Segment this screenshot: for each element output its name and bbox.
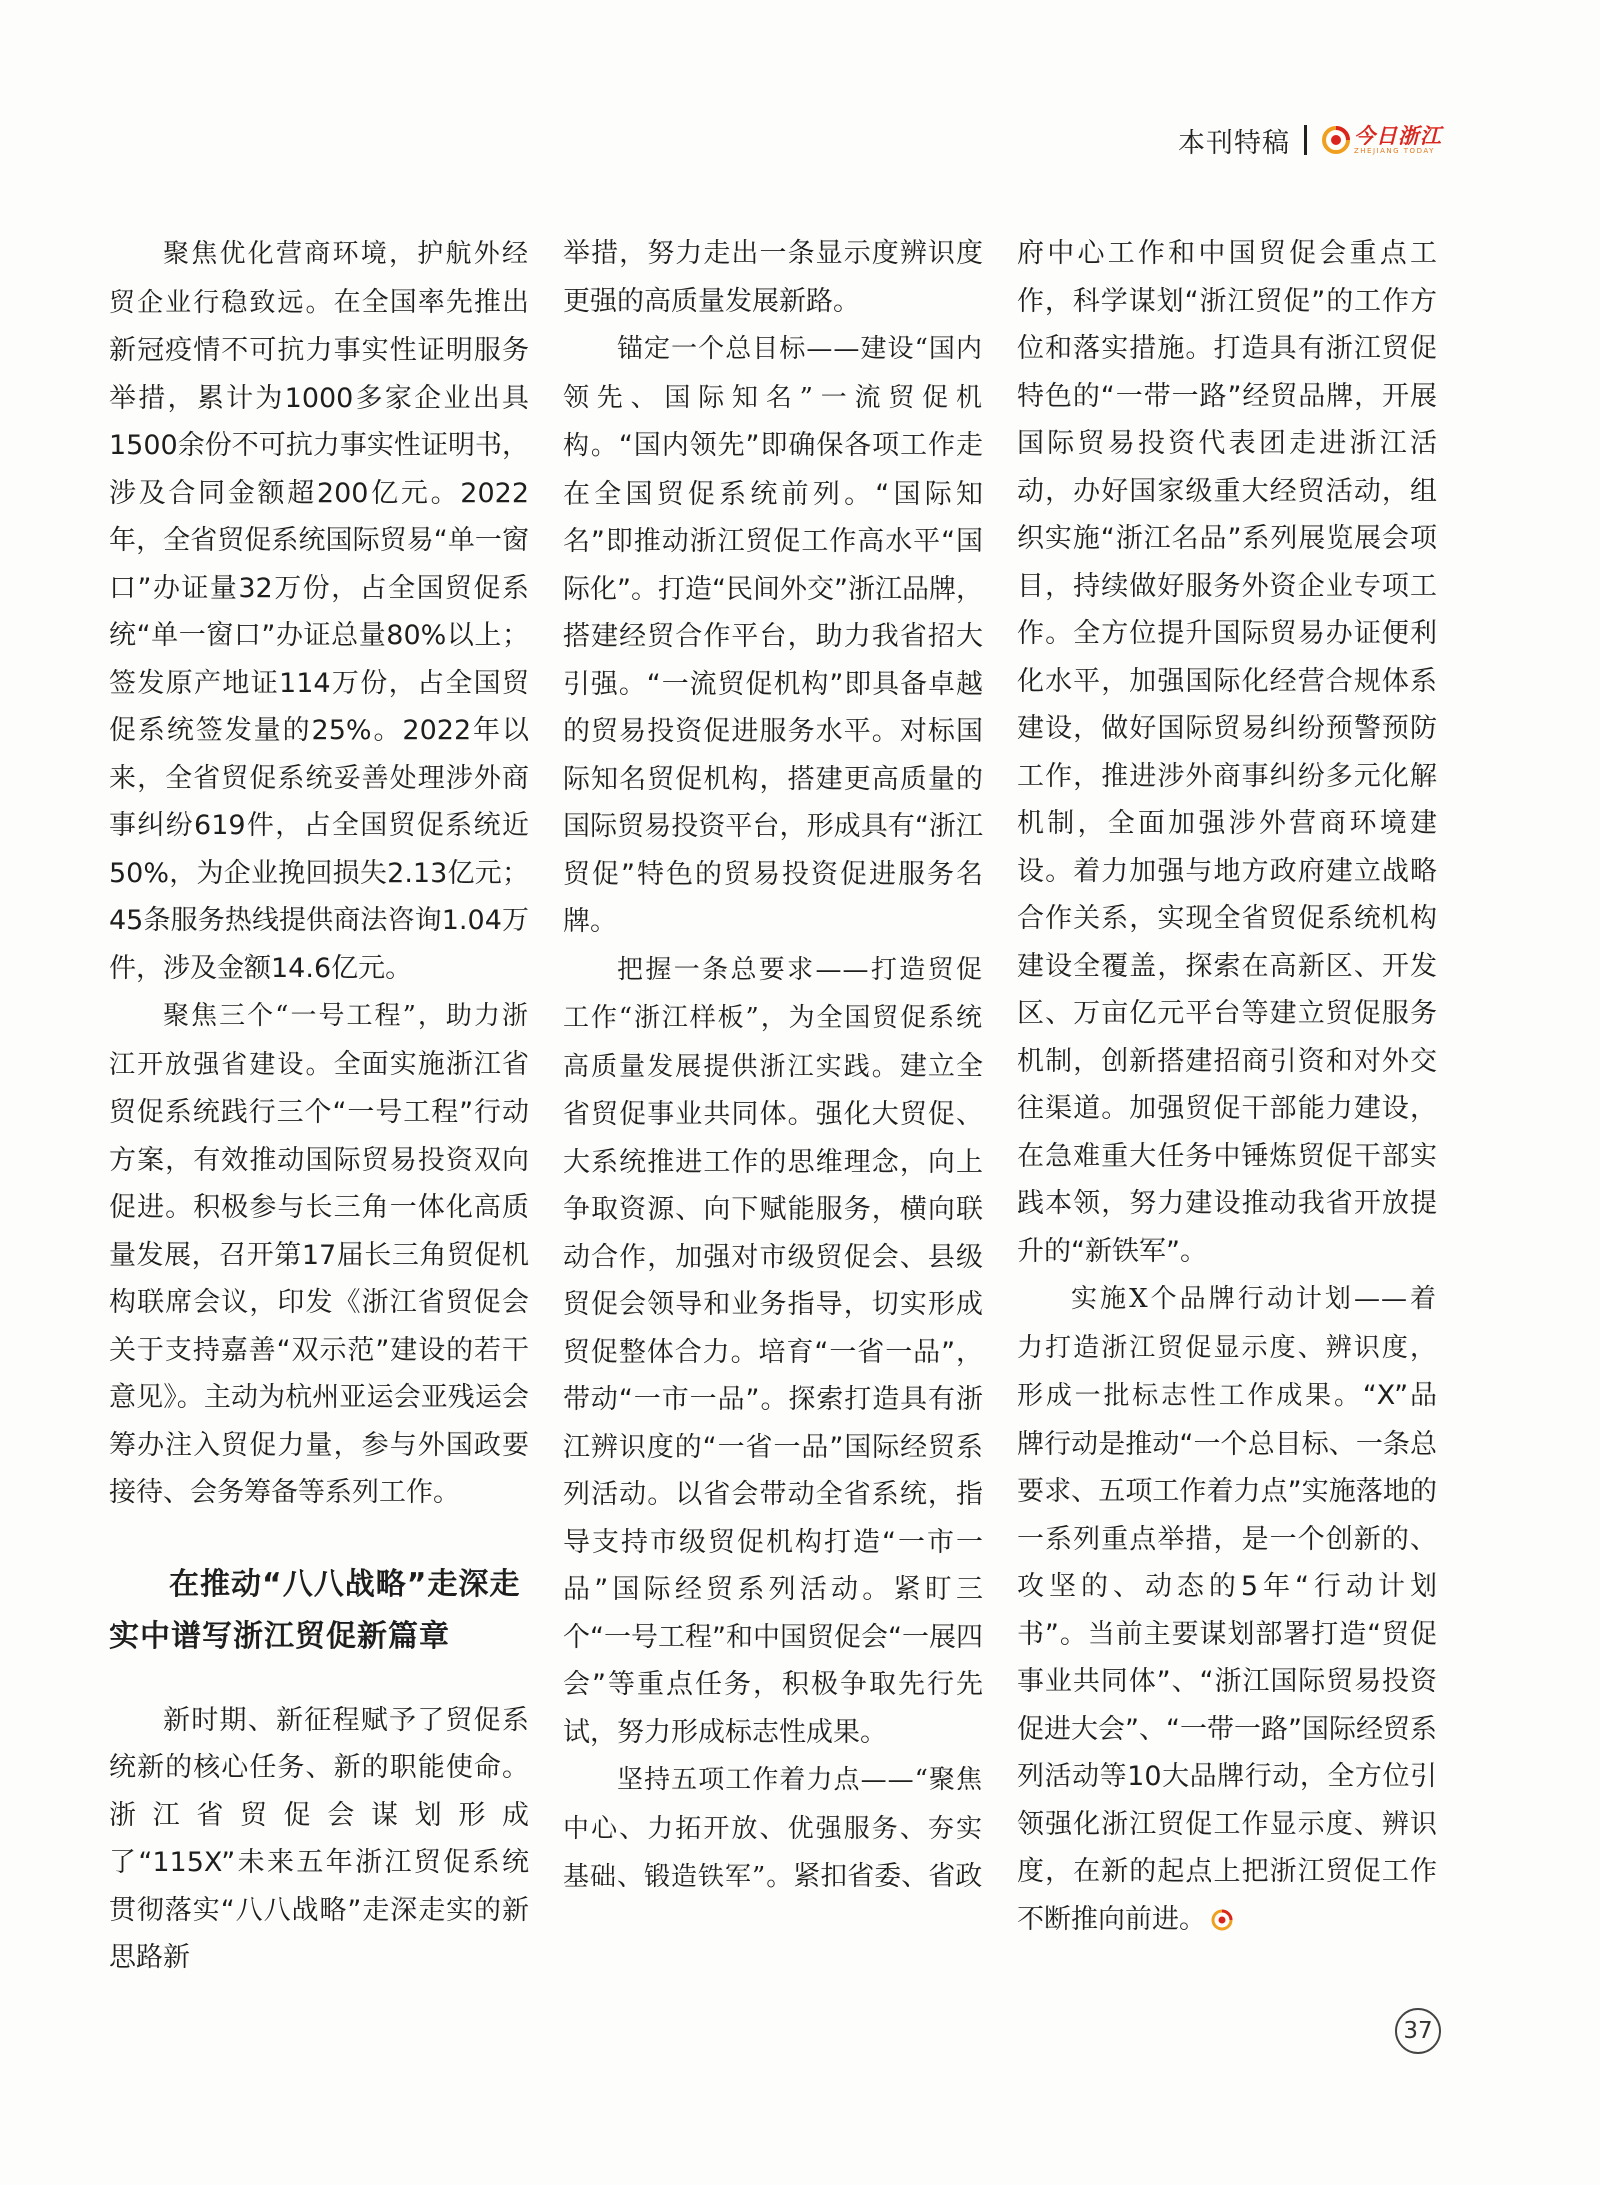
paragraph — [109, 992, 529, 1517]
logo-subtext: ZHEJIANG TODAY — [1354, 147, 1435, 155]
section-title: 本刊特稿 — [1178, 127, 1290, 159]
paragraph — [1017, 230, 1437, 1275]
logo-text: 今日浙江 — [1354, 123, 1442, 148]
paragraph-text: “国内领先”即确保各项工作走在全国贸促系统前列。“国际知名”即推动浙江贸促工作高水平“国际化”。打造“民间外交”浙江品牌，搭建经贸合作平台，助力我省招大引强。“一流贸促机构”即具备卓越的贸易投资促进服务水平。对标国际知名贸促机构，搭建更高质量的国际贸易投资平台，形成具有“浙江贸促”特色的贸易投资促进服务名牌。 — [563, 430, 983, 937]
heading-line: 实中谱写浙江贸促新篇章 — [109, 1618, 450, 1654]
paragraph-lead: 实施X个品牌行动计划——着力打造浙江贸促显示度、辨识度，形成一批标志性工作成果。 — [1017, 1284, 1437, 1411]
paragraph-text: 府中心工作和中国贸促会重点工作，科学谋划“浙江贸促”的工作方位和落实措施。打造具有浙江贸促特色的“一带一路”经贸品牌，开展国际贸易投资代表团走进浙江活动，办好国家级重大经贸活动，组织实施“浙江名品”系列展览展会项目，持续做好服务外资企业专项工作。全方位提升国际贸易办证便利化水平，加强国际化经营合规体系建设，做好国际贸易纠纷预警预防工作，推进涉外商事纠纷多元化解机制，全面加强涉外营商环境建设。着力加强与地方政府建立战略合作关系，实现全省贸促系统机构建设全覆盖，探索在高新区、开发区、万亩亿元平台等建立贸促服务机制，创新搭建招商引资和对外交往渠道。加强贸促干部能力建设，在急难重大任务中锤炼贸促干部实践本领，努力建设推动我省开放提升的“新铁军”。 — [1017, 238, 1437, 1267]
paragraph — [563, 325, 983, 946]
section-heading — [109, 1559, 529, 1663]
column-3 — [1017, 230, 1437, 1943]
paragraph-text: 建立全省贸促事业共同体。强化大贸促、大系统推进工作的思维理念，向上争取资源、向下赋能服务，横向联动合作，加强对市级贸促会、县级贸促会领导和业务指导，切实形成贸促整体合力。培育“一省一品”，带动“一市一品”。探索打造具有浙江辨识度的“一省一品”国际经贸系列活动。以省会带动全省系统，指导支持市级贸促机构打造“一市一品”国际经贸系列活动。紧盯三个“一号工程”和中国贸促会“一展四会”等重点任务，积极争取先行先试，努力形成标志性成果。 — [563, 1050, 983, 1748]
paragraph — [563, 230, 983, 325]
paragraph-text: 紧扣省委、省政 — [793, 1861, 983, 1892]
paragraph-lead: 聚焦三个“一号工程”，助力浙江开放强省建设。 — [109, 1001, 529, 1080]
paragraph — [563, 946, 983, 1757]
paragraph-lead: 聚焦优化营商环境，护航外经贸企业行稳致远。 — [109, 239, 529, 318]
heading-line: 在推动“八八战略”走深走 — [169, 1566, 521, 1602]
paragraph-text: 新时期、新征程赋予了贸促系统新的核心任务、新的职能使命。浙江省贸促会谋划形成了“115X”未来五年浙江贸促系统贯彻落实“八八战略”走深走实的新思路新 — [109, 1704, 529, 1973]
end-mark-icon — [1210, 1908, 1234, 1932]
paragraph-text: “X”品牌行动是推动“一个总目标、一条总要求、五项工作着力点”实施落地的一系列重点举措，是一个创新的、攻坚的、动态的5年“行动计划书”。当前主要谋划部署打造“贸促事业共同体”、“浙江国际贸易投资促进大会”、“一带一路”国际经贸系列活动等10大品牌行动，全方位引领强化浙江贸促工作显示度、辨识度，在新的起点上把浙江贸促工作不断推向前进。 — [1017, 1380, 1437, 1935]
paragraph — [1017, 1275, 1437, 1943]
header-divider — [1304, 125, 1307, 155]
paragraph — [109, 1697, 529, 1982]
column-1 — [109, 230, 529, 1982]
paragraph — [109, 230, 529, 992]
paragraph-lead: 坚持五项工作着力点——“聚焦中心、力拓开放、优强服务、夯实基础、锻造铁军”。 — [563, 1765, 983, 1892]
column-2 — [563, 230, 983, 1902]
paragraph-text: 在全国率先推出新冠疫情不可抗力事实性证明服务举措，累计为1000多家企业出具1500余份不可抗力事实性证明书，涉及合同金额超200亿元。2022年，全省贸促系统国际贸易“单一窗口”办证量32万份，占全国贸促系统“单一窗口”办证总量80%以上；签发原产地证114万份，占全国贸促系统签发量的25%。2022年以来，全省贸促系统妥善处理涉外商事纠纷619件，占全国贸促系统近50%，为企业挽回损失2.13亿元；45条服务热线提供商法咨询1.04万件，涉及金额14.6亿元。 — [109, 286, 529, 984]
magazine-logo — [1321, 125, 1442, 155]
paragraph-lead: 锚定一个总目标——建设“国内领先、国际知名”一流贸促机构。 — [563, 334, 983, 461]
paragraph-lead: 把握一条总要求——打造贸促工作“浙江样板”，为全国贸促系统高质量发展提供浙江实践。 — [563, 954, 983, 1082]
paragraph-text: 全面实施浙江省贸促系统践行三个“一号工程”行动方案，有效推动国际贸易投资双向促进。积极参与长三角一体化高质量发展，召开第17届长三角贸促机构联席会议，印发《浙江省贸促会关于支持嘉善“双示范”建设的若干意见》。主动为杭州亚运会亚残运会筹办注入贸促力量，参与外国政要接待、会务筹备等系列工作。 — [109, 1048, 529, 1508]
paragraph — [563, 1756, 983, 1902]
page-header — [1178, 120, 1442, 160]
page-number: 37 — [1395, 2008, 1441, 2054]
paragraph-text: 举措，努力走出一条显示度辨识度更强的高质量发展新路。 — [563, 238, 983, 317]
zhejiang-today-logo-icon — [1321, 125, 1351, 155]
